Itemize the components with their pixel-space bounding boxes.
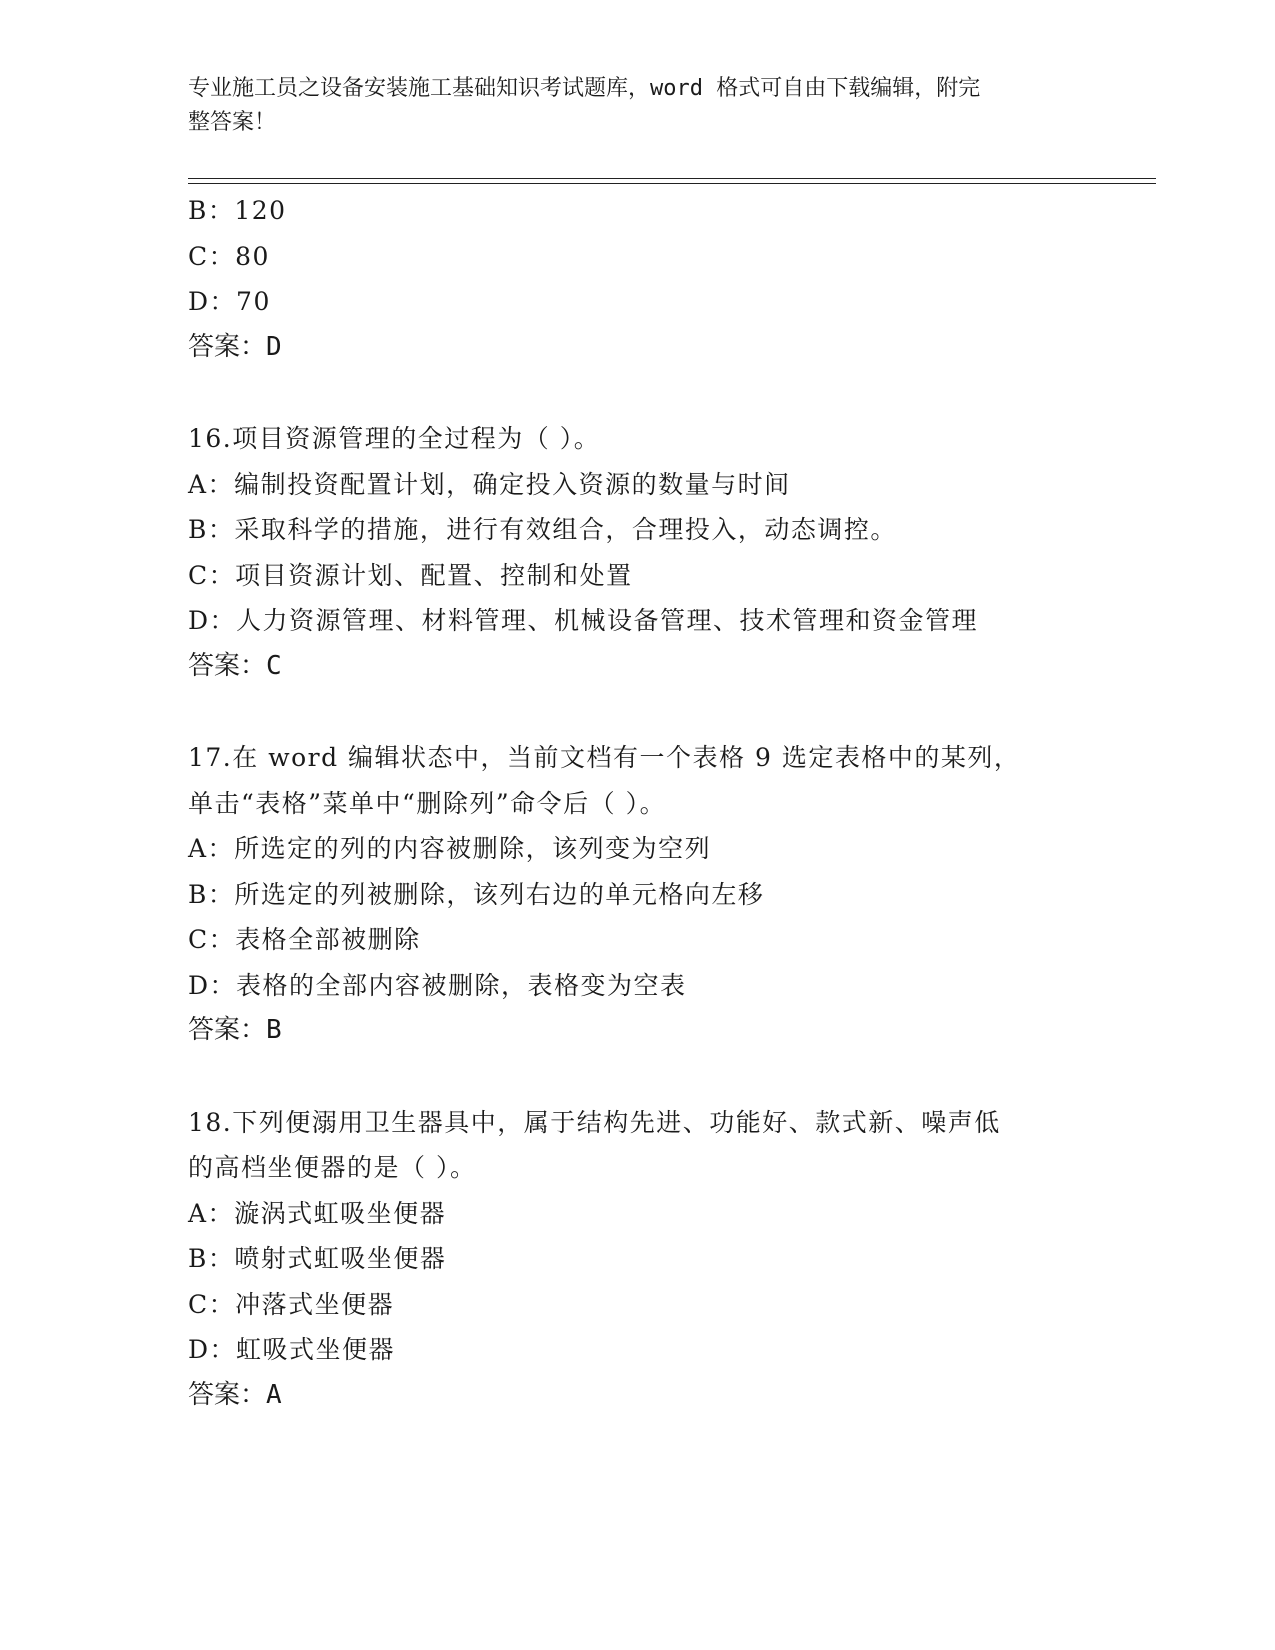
- option-key: D：: [188, 1335, 237, 1364]
- option-text: 喷射式虹吸坐便器: [234, 1244, 447, 1273]
- option-key: A：: [188, 469, 235, 499]
- answer-value: B: [266, 1015, 282, 1045]
- option-text: 采取科学的措施，进行有效组合，合理投入，动态调控。: [234, 515, 897, 544]
- header-divider: [188, 178, 1156, 184]
- option-b: [188, 188, 1088, 234]
- option-c: [188, 234, 1088, 280]
- spacer: [188, 370, 1088, 416]
- answer-line: [188, 325, 1088, 371]
- option-text: 虹吸式坐便器: [236, 1335, 396, 1364]
- option-text: 编制投资配置计划，确定投入资源的数量与时间: [234, 469, 791, 499]
- answer-value: A: [266, 1379, 282, 1410]
- option-key: C：: [188, 560, 236, 590]
- question-stem-continued: 的高档坐便器的是（ ）。: [188, 1153, 477, 1182]
- option-c: [188, 553, 1088, 599]
- option-text: 120: [234, 196, 287, 225]
- document-body: [188, 188, 1088, 1418]
- option-text: 项目资源计划、配置、控制和处置: [235, 560, 633, 590]
- question-stem: 16.项目资源管理的全过程为（ ）。: [188, 424, 601, 453]
- option-key: C：: [188, 241, 236, 271]
- option-key: D：: [188, 287, 237, 316]
- option-key: B：: [188, 515, 235, 544]
- option-text: 所选定的列被删除，该列右边的单元格向左移: [234, 879, 765, 909]
- option-text: 表格全部被删除: [235, 925, 421, 954]
- header-line-2: 整答案！: [188, 110, 277, 135]
- answer-value: D: [266, 331, 282, 362]
- spacer: [188, 689, 1088, 735]
- option-text: 80: [235, 241, 270, 271]
- question-16: [188, 416, 1088, 689]
- answer-label: 答案：: [188, 1379, 267, 1410]
- answer-line: [188, 1008, 1088, 1054]
- option-c: [188, 917, 1088, 963]
- answer-label: 答案：: [188, 331, 267, 362]
- option-a: [188, 826, 1088, 872]
- option-b: [188, 507, 1088, 553]
- option-text: 所选定的列的内容被删除，该列变为空列: [234, 834, 712, 863]
- answer-value: C: [266, 650, 282, 681]
- page-header: [188, 72, 1068, 140]
- option-key: D：: [188, 606, 237, 635]
- option-b: [188, 1236, 1088, 1282]
- option-key: C：: [188, 1289, 236, 1319]
- option-text: 人力资源管理、材料管理、机械设备管理、技术管理和资金管理: [236, 606, 979, 635]
- option-d: [188, 279, 1088, 325]
- question-17: [188, 735, 1088, 1054]
- spacer: [188, 1054, 1088, 1100]
- option-key: B：: [188, 879, 235, 909]
- option-text: 表格的全部内容被删除，表格变为空表: [236, 970, 687, 1000]
- question-18: [188, 1100, 1088, 1419]
- option-d: [188, 598, 1088, 644]
- option-text: 70: [236, 287, 271, 316]
- answer-line: [188, 644, 1088, 690]
- option-a: [188, 462, 1088, 508]
- question-stem: 18.下列便溺用卫生器具中，属于结构先进、功能好、款式新、噪声低: [188, 1107, 1001, 1137]
- option-d: [188, 1327, 1088, 1373]
- option-c: [188, 1282, 1088, 1328]
- header-line-1: 专业施工员之设备安装施工基础知识考试题库，word 格式可自由下载编辑，附完: [188, 76, 981, 101]
- option-text: 冲落式坐便器: [235, 1289, 395, 1319]
- option-key: B：: [188, 1244, 235, 1273]
- option-key: A：: [188, 834, 235, 863]
- option-b: [188, 872, 1088, 918]
- option-a: [188, 1191, 1088, 1237]
- option-text: 漩涡式虹吸坐便器: [234, 1198, 447, 1228]
- option-key: B：: [188, 196, 235, 225]
- option-key: D：: [188, 970, 237, 1000]
- question-15-continued: [188, 188, 1088, 370]
- option-key: A：: [188, 1198, 235, 1228]
- option-key: C：: [188, 925, 236, 954]
- answer-label: 答案：: [188, 650, 267, 681]
- answer-line: [188, 1373, 1088, 1419]
- answer-label: 答案：: [188, 1015, 267, 1045]
- question-stem-continued: 单击“表格”菜单中“删除列”命令后（ ）。: [188, 788, 667, 818]
- option-d: [188, 963, 1088, 1009]
- question-stem: 17.在 word 编辑状态中，当前文档有一个表格 9 选定表格中的某列，: [188, 743, 1021, 772]
